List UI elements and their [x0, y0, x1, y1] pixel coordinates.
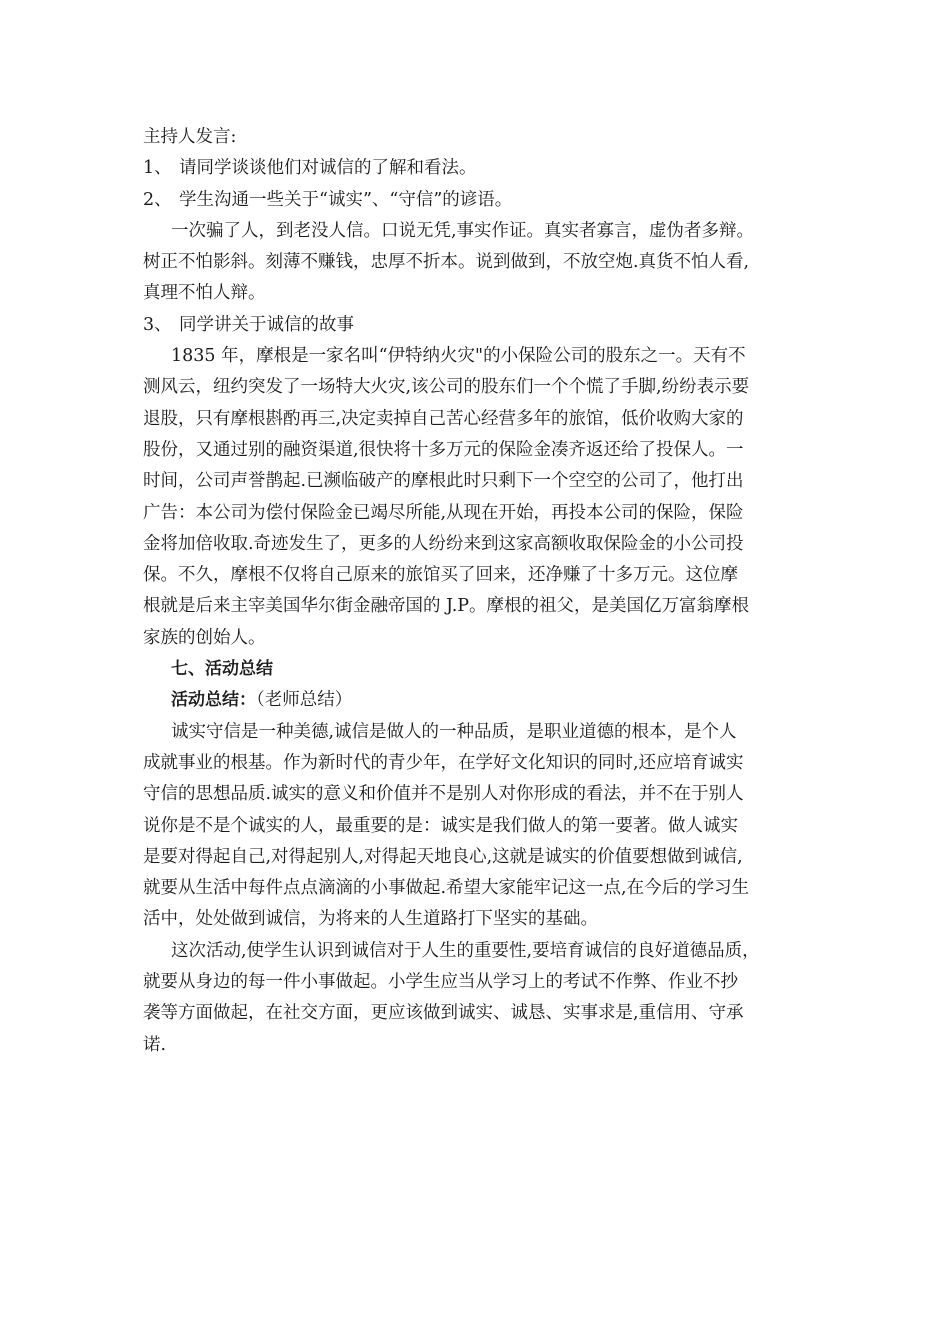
summary-line: 就要从生活中每件点点滴滴的小事做起.希望大家能牢记这一点,在今后的学习生 — [143, 878, 750, 899]
story-line: 测风云，纽约突发了一场特大火灾,该公司的股东们一个个慌了手脚,纷纷表示要 — [143, 377, 750, 398]
closing-line: 就要从身边的每一件小事做起。小学生应当从学习上的考试不作弊、作业不抄 — [143, 972, 738, 993]
story-line: 退股，只有摩根斟酌再三,决定卖掉自己苦心经营多年的旅馆，低价收购大家的 — [143, 408, 744, 429]
list-number: 3、 — [143, 314, 172, 335]
closing-line: 诺. — [143, 1034, 167, 1055]
summary-label-bold: 活动总结： — [171, 690, 256, 711]
summary-line: 说你是不是个诚实的人，最重要的是：诚实是我们做人的第一要著。做人诚实 — [143, 815, 738, 836]
host-label: 主持人发言: — [143, 127, 237, 147]
story-line: 广告：本公司为偿付保险金已竭尽所能,从现在开始，再投本公司的保险，保险 — [143, 502, 744, 523]
story-line: 时间，公司声誉鹊起.已濒临破产的摩根此时只剩下一个空空的公司了，他打出 — [143, 471, 744, 492]
list-text: 同学讲关于诚信的故事 — [179, 314, 354, 335]
closing-line: 袭等方面做起，在社交方面，更应该做到诚实、诚恳、实事求是,重信用、守承 — [143, 1003, 744, 1024]
summary-label-note: （老师总结） — [256, 690, 353, 711]
summary-line: 是要对得起自己,对得起别人,对得起天地良心,这就是诚实的价值要想做到诚信, — [143, 846, 743, 867]
story-line: 家族的创始人。 — [143, 627, 266, 648]
story-line: 股份，又通过别的融资渠道,很快将十多万元的保险金凑齐返还给了投保人。一 — [143, 439, 744, 460]
summary-label — [143, 685, 813, 716]
section-heading: 七、活动总结 — [171, 659, 273, 680]
list-item-1 — [143, 153, 813, 184]
summary-line: 守信的思想品质.诚实的意义和价值并不是别人对你形成的看法，并不在于别人 — [143, 784, 744, 805]
proverbs-line: 一次骗了人，到老没人信。口说无凭,事实作证。真实者寡言，虚伪者多辩。 — [171, 220, 755, 241]
closing-line: 这次活动,使学生认识到诚信对于人生的重要性,要培育诚信的良好道德品质， — [171, 940, 760, 961]
proverbs-line: 真理不怕人辩。 — [143, 283, 266, 304]
list-item-2 — [143, 185, 813, 216]
list-text: 请同学谈谈他们对诚信的了解和看法。 — [179, 158, 477, 179]
list-text: 学生沟通一些关于“诚实”、“守信”的谚语。 — [179, 189, 513, 210]
story-line: 根就是后来主宰美国华尔街金融帝国的 J.P。摩根的祖父，是美国亿万富翁摩根 — [143, 596, 750, 617]
list-number: 2、 — [143, 189, 172, 210]
document-body — [143, 122, 813, 1061]
story-line: 1835 年，摩根是一家名叫“伊特纳火灾"的小保险公司的股东之一。天有不 — [171, 346, 746, 367]
story-line: 金将加倍收取.奇迹发生了，更多的人纷纷来到这家高额收取保险金的小公司投 — [143, 533, 744, 554]
list-item-3 — [143, 310, 813, 341]
summary-line: 活中，处处做到诚信，为将来的人生道路打下坚实的基础。 — [143, 909, 598, 930]
proverbs-line: 树正不怕影斜。刻薄不赚钱，忠厚不折本。说到做到，不放空炮.真货不怕人看, — [143, 252, 750, 273]
list-number: 1、 — [143, 158, 172, 179]
summary-line: 诚实守信是一种美德,诚信是做人的一种品质，是职业道德的根本，是个人 — [171, 721, 737, 742]
story-line: 保。不久，摩根不仅将自己原来的旅馆买了回来，还净赚了十多万元。这位摩 — [143, 565, 738, 586]
summary-line: 成就事业的根基。作为新时代的青少年，在学好文化知识的同时,还应培育诚实 — [143, 752, 744, 773]
